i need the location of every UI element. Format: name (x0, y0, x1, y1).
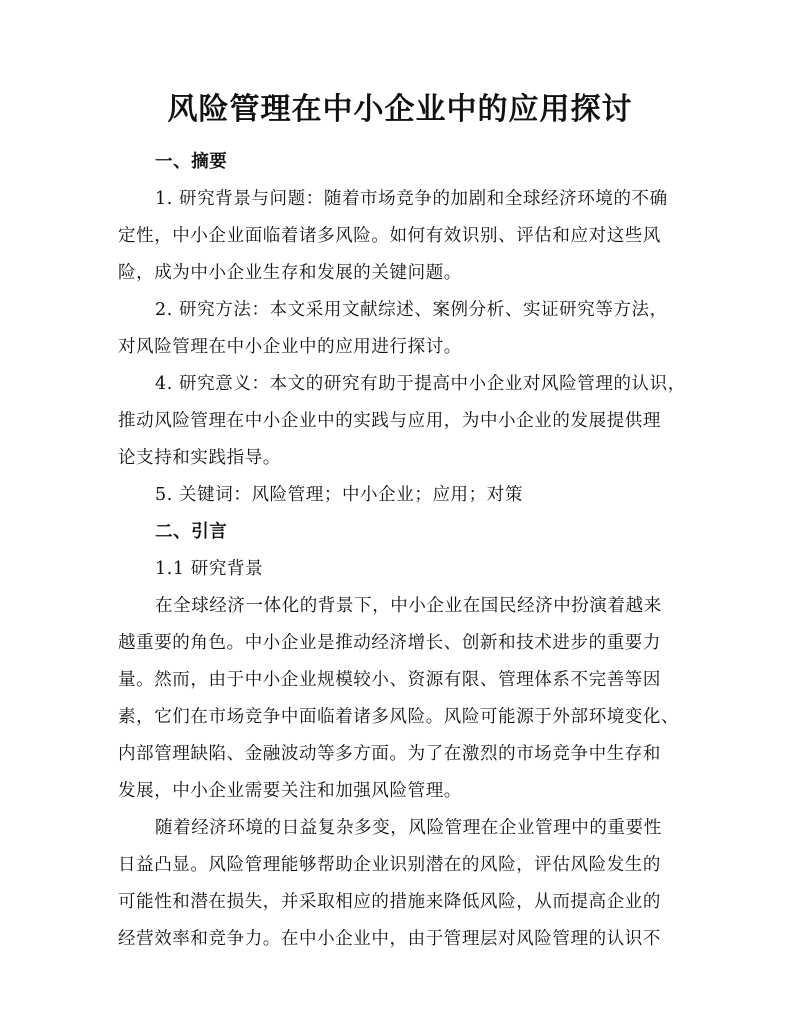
section-heading-abstract: 一、摘要 (155, 152, 228, 172)
paragraph-line: 量。然而，由于中小企业规模较小、资源有限、管理体系不完善等因 (118, 670, 661, 690)
paragraph-line: 发展，中小企业需要关注和加强风险管理。 (118, 781, 462, 801)
paragraph-line: 随着经济环境的日益复杂多变，风险管理在企业管理中的重要性 (155, 818, 662, 838)
paragraph-line: 论支持和实践指导。 (118, 448, 281, 468)
paragraph-line: 1. 研究背景与问题：随着市场竞争的加剧和全球经济环境的不确 (155, 189, 668, 209)
paragraph-line: 4. 研究意义：本文的研究有助于提高中小企业对风险管理的认识， (155, 374, 686, 394)
paragraph-line: 素，它们在市场竞争中面临着诸多风险。风险可能源于外部环境变化、 (118, 707, 680, 727)
section-heading-introduction: 二、引言 (155, 522, 228, 542)
document-title: 风险管理在中小企业中的应用探讨 (167, 92, 633, 127)
paragraph-line: 内部管理缺陷、金融波动等多方面。为了在激烈的市场竞争中生存和 (118, 744, 661, 764)
subsection-heading: 1.1 研究背景 (155, 559, 264, 579)
paragraph-line: 2. 研究方法：本文采用文献综述、案例分析、实证研究等方法， (155, 300, 668, 320)
paragraph-line: 对风险管理在中小企业中的应用进行探讨。 (118, 337, 462, 357)
paragraph-line: 险，成为中小企业生存和发展的关键问题。 (118, 263, 462, 283)
keywords-line: 5. 关键词：风险管理；中小企业；应用；对策 (155, 485, 523, 505)
paragraph-line: 越重要的角色。中小企业是推动经济增长、创新和技术进步的重要力 (118, 633, 661, 653)
paragraph-line: 定性，中小企业面临着诸多风险。如何有效识别、评估和应对这些风 (118, 226, 661, 246)
paragraph-line: 经营效率和竞争力。在中小企业中，由于管理层对风险管理的认识不 (118, 929, 661, 949)
paragraph-line: 日益凸显。风险管理能够帮助企业识别潜在的风险，评估风险发生的 (118, 855, 661, 875)
paragraph-line: 推动风险管理在中小企业中的实践与应用，为中小企业的发展提供理 (118, 411, 661, 431)
paragraph-line: 在全球经济一体化的背景下，中小企业在国民经济中扮演着越来 (155, 596, 662, 616)
document-body (118, 144, 688, 958)
paragraph-line: 可能性和潜在损失，并采取相应的措施来降低风险，从而提高企业的 (118, 892, 661, 912)
